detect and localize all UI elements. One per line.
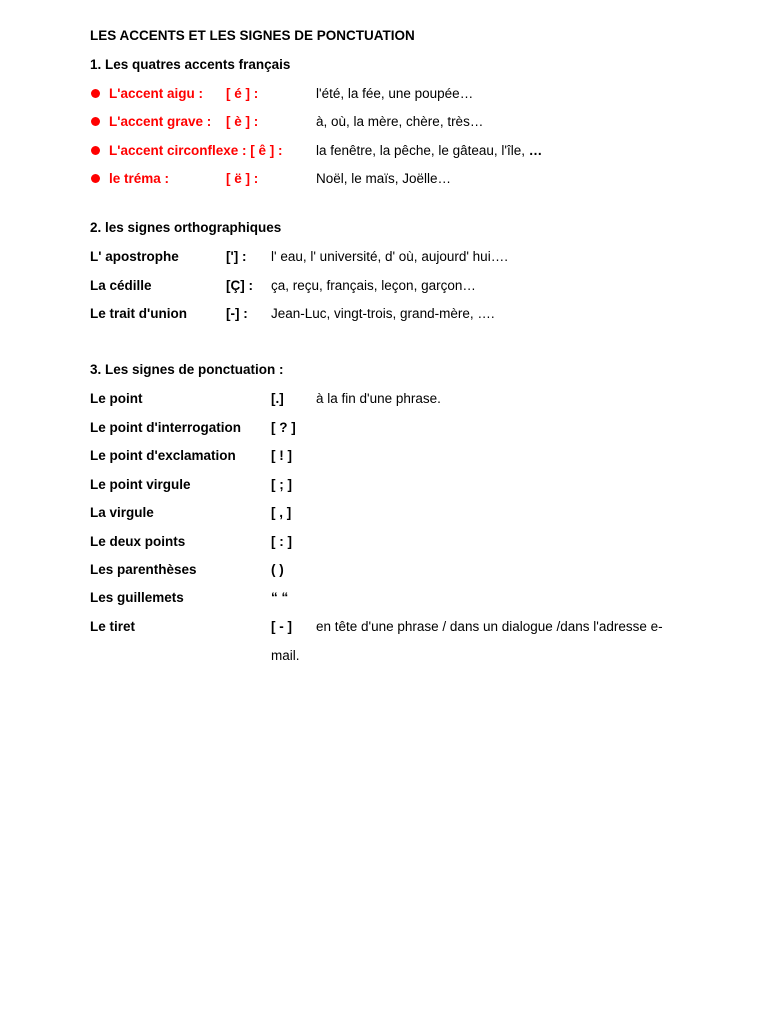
section1-heading: 1. Les quatres accents français xyxy=(90,57,291,72)
punc-label: Le point d'exclamation xyxy=(90,448,236,463)
punc-symbol: [.] xyxy=(271,391,284,406)
accent-symbol: [ é ] : xyxy=(226,86,259,101)
orth-examples: ça, reçu, français, leçon, garçon… xyxy=(271,278,476,293)
punc-row-point xyxy=(0,389,768,409)
accent-row-circonflexe xyxy=(0,141,768,161)
accent-examples-tail: … xyxy=(528,143,543,158)
punc-row-interrogation xyxy=(0,418,768,438)
punc-label: Les guillemets xyxy=(90,590,184,605)
orth-examples: l' eau, l' université, d' où, aujourd' hui…. xyxy=(271,249,508,264)
punc-label: Le deux points xyxy=(90,534,186,549)
punc-desc: en tête d'une phrase / dans un dialogue /dans l'adresse e- xyxy=(316,619,663,634)
accent-row-aigu xyxy=(0,84,768,104)
punc-row-virgule xyxy=(0,503,768,523)
punc-row-deux-points xyxy=(0,532,768,552)
accent-label: L'accent aigu : xyxy=(109,86,203,101)
punc-row-parentheses xyxy=(0,560,768,580)
accent-examples: l'été, la fée, une poupée… xyxy=(316,86,474,101)
red-bullet-icon xyxy=(91,174,100,183)
punc-row-tiret xyxy=(0,617,768,637)
orth-symbol: ['] : xyxy=(226,249,247,264)
orth-row-trait-union xyxy=(0,304,768,324)
red-bullet-icon xyxy=(91,117,100,126)
document-title: LES ACCENTS ET LES SIGNES DE PONCTUATION xyxy=(90,28,415,43)
accent-examples xyxy=(316,141,542,161)
accent-label: L'accent circonflexe : [ ê ] : xyxy=(109,143,283,158)
orth-label: La cédille xyxy=(90,278,152,293)
accent-examples: Noël, le maïs, Joëlle… xyxy=(316,171,452,186)
accent-examples: à, où, la mère, chère, très… xyxy=(316,114,484,129)
orth-row-cedille xyxy=(0,276,768,296)
punc-symbol: ( ) xyxy=(271,562,284,577)
punc-label: Le tiret xyxy=(90,619,136,634)
accent-symbol: [ ë ] : xyxy=(226,171,259,186)
punc-desc: à la fin d'une phrase. xyxy=(316,391,441,406)
punc-symbol: [ ? ] xyxy=(271,420,296,435)
orth-row-apostrophe xyxy=(0,247,768,267)
accent-row-trema xyxy=(0,169,768,189)
punc-symbol: “ “ xyxy=(271,590,289,605)
punc-symbol: [ : ] xyxy=(271,534,292,549)
punc-label: Le point d'interrogation xyxy=(90,420,241,435)
red-bullet-icon xyxy=(91,146,100,155)
punc-row-guillemets xyxy=(0,588,768,608)
accent-examples-text: la fenêtre, la pêche, le gâteau, l'île, xyxy=(316,143,525,158)
punc-label: Les parenthèses xyxy=(90,562,197,577)
orth-label: Le trait d'union xyxy=(90,306,187,321)
punc-symbol: [ , ] xyxy=(271,505,292,520)
punc-label: Le point virgule xyxy=(90,477,191,492)
punc-label: La virgule xyxy=(90,505,154,520)
orth-examples: Jean-Luc, vingt-trois, grand-mère, …. xyxy=(271,306,495,321)
punc-symbol: [ ; ] xyxy=(271,477,292,492)
accent-label: le tréma : xyxy=(109,171,170,186)
red-bullet-icon xyxy=(91,89,100,98)
punc-desc-continued: mail. xyxy=(271,648,300,663)
punc-label: Le point xyxy=(90,391,143,406)
accent-label: L'accent grave : xyxy=(109,114,212,129)
punc-row-exclamation xyxy=(0,446,768,466)
punc-symbol: [ - ] xyxy=(271,619,292,634)
accent-symbol: [ è ] : xyxy=(226,114,259,129)
orth-label: L' apostrophe xyxy=(90,249,179,264)
accent-row-grave xyxy=(0,112,768,132)
orth-symbol: [Ç] : xyxy=(226,278,253,293)
orth-symbol: [-] : xyxy=(226,306,248,321)
section2-heading: 2. les signes orthographiques xyxy=(90,220,282,235)
section3-heading: 3. Les signes de ponctuation : xyxy=(90,362,284,377)
punc-symbol: [ ! ] xyxy=(271,448,292,463)
punc-row-point-virgule xyxy=(0,475,768,495)
